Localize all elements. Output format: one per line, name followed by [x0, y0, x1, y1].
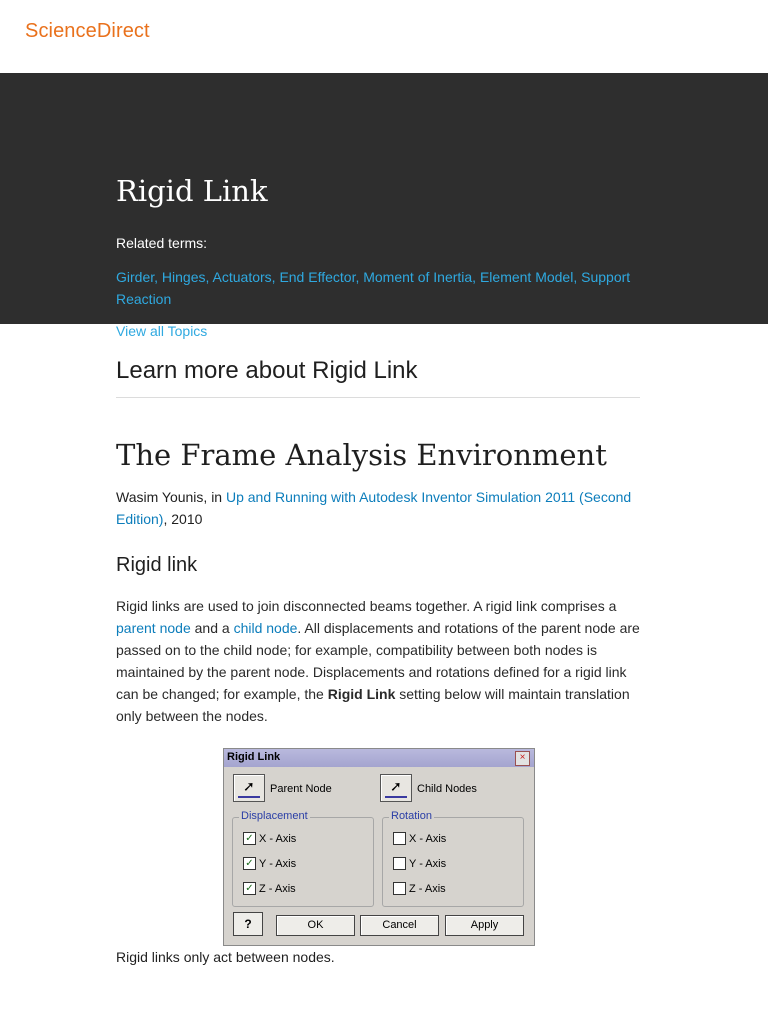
related-terms-label: Related terms:: [116, 235, 208, 251]
related-term-link[interactable]: Actuators: [212, 269, 272, 285]
dialog-titlebar: [224, 749, 534, 767]
book-link[interactable]: Up and Running with Autodesk Inventor Simulation 2011 (Second Edition): [116, 489, 632, 527]
author-text: Wasim Younis, in: [116, 489, 226, 505]
checkbox-box: [393, 832, 406, 845]
section-paragraph: [116, 595, 640, 727]
checkbox-label: Z - Axis: [259, 882, 296, 895]
pointer-cursor-icon: ➚: [243, 778, 255, 794]
displacement-z-checkbox[interactable]: [243, 882, 296, 896]
paragraph-text: . All displacements and rotations of the parent node are passed on to the child node; for example, compatibility between both nodes is maintained by the parent node. Displacements and rotations defined for a rigid link can be changed; for example, the: [116, 620, 640, 702]
related-term-link[interactable]: Moment of Inertia: [363, 269, 473, 285]
check-icon: ✓: [243, 832, 256, 845]
underline-mark: [385, 796, 407, 798]
chapter-byline: [116, 486, 640, 530]
view-all-topics-link[interactable]: View all Topics: [116, 323, 208, 339]
rotation-y-checkbox[interactable]: [393, 857, 446, 871]
checkbox-label: Y - Axis: [259, 857, 297, 870]
parent-node-link[interactable]: parent node: [116, 620, 191, 636]
related-terms-list: Girder, Hinges, Actuators, End Effector, Moment of Inertia, Element Model, Support Reaction: [116, 269, 631, 307]
related-term-link[interactable]: Support Reaction: [116, 269, 631, 307]
child-nodes-label: Child Nodes: [417, 783, 477, 795]
paragraph-text: and a: [190, 620, 234, 636]
chapter-title: The Frame Analysis Environment: [116, 438, 607, 472]
underline-mark: [238, 796, 260, 798]
related-term-link[interactable]: Hinges: [161, 269, 206, 285]
close-icon[interactable]: ×: [515, 751, 530, 766]
rotation-label: Rotation: [391, 810, 432, 822]
checkbox-label: Z - Axis: [409, 882, 446, 895]
check-icon: ✓: [243, 857, 256, 870]
year-text: , 2010: [163, 511, 203, 527]
main-content: [116, 324, 640, 965]
ok-button[interactable]: OK: [276, 915, 355, 936]
dialog-title: Rigid Link: [227, 751, 281, 763]
check-icon: ✓: [243, 882, 256, 895]
paragraph-text: setting below will maintain translation only between the nodes.: [116, 686, 630, 724]
parent-node-button[interactable]: [233, 774, 265, 802]
checkbox-box: [393, 882, 406, 895]
checkbox-label: X - Axis: [409, 832, 447, 845]
child-node-link[interactable]: child node: [233, 620, 298, 636]
top-bar: [0, 0, 768, 73]
topic-hero: [0, 73, 768, 339]
related-term-link[interactable]: Element Model: [479, 269, 574, 285]
rotation-z-checkbox[interactable]: [393, 882, 446, 896]
displacement-y-checkbox[interactable]: [243, 857, 296, 871]
pointer-cursor-icon: ➚: [390, 778, 402, 794]
brand-logo[interactable]: ScienceDirect: [25, 20, 150, 42]
related-term-link[interactable]: End Effector: [279, 269, 356, 285]
child-nodes-button[interactable]: [380, 774, 412, 802]
checkbox-label: Y - Axis: [409, 857, 447, 870]
help-icon[interactable]: ?: [233, 912, 263, 936]
parent-node-label: Parent Node: [270, 783, 332, 795]
learn-more-heading: Learn more about Rigid Link: [116, 357, 418, 384]
cancel-button[interactable]: Cancel: [360, 915, 439, 936]
section-title: Rigid link: [116, 554, 198, 576]
figure-caption: Rigid links only act between nodes.: [116, 949, 335, 965]
topic-title: Rigid Link: [116, 174, 268, 208]
paragraph-text: Rigid links are used to join disconnected beams together. A rigid link comprises a: [116, 598, 617, 614]
displacement-group: [232, 810, 374, 907]
checkbox-label: X - Axis: [259, 832, 297, 845]
displacement-label: Displacement: [241, 810, 308, 822]
displacement-x-checkbox[interactable]: [243, 832, 296, 846]
related-term-link[interactable]: Girder: [116, 269, 155, 285]
apply-button[interactable]: Apply: [445, 915, 524, 936]
checkbox-box: [393, 857, 406, 870]
rigid-link-dialog-figure: [223, 748, 535, 946]
rotation-group: [382, 810, 524, 907]
bold-term: Rigid Link: [327, 686, 396, 702]
rotation-x-checkbox[interactable]: [393, 832, 446, 846]
